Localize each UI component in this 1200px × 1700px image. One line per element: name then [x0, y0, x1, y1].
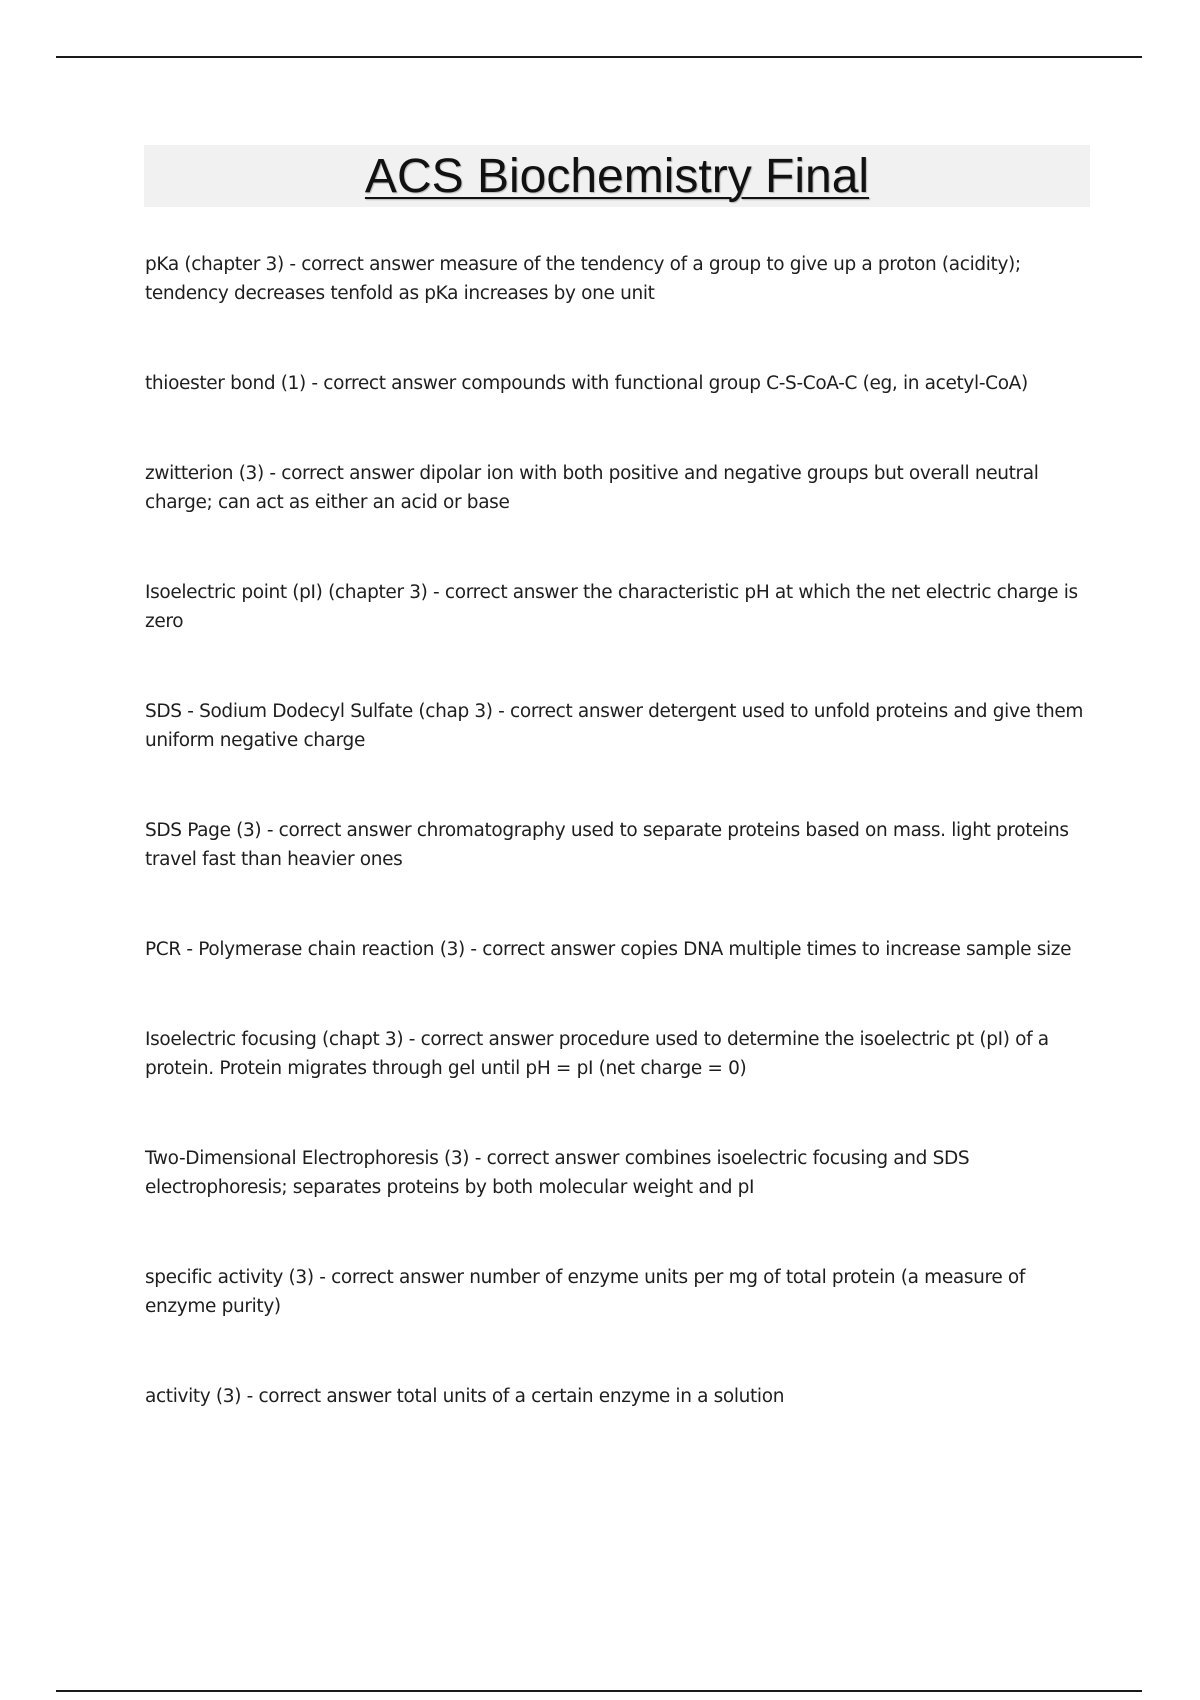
entry-separator: - correct answer — [241, 1386, 397, 1407]
flashcard-entry — [145, 369, 1095, 398]
entry-term: thioester bond (1) — [145, 373, 306, 394]
entry-separator: - correct answer — [305, 373, 462, 394]
entry-term: activity (3) — [145, 1386, 242, 1407]
entry-term: SDS Page (3) — [145, 820, 262, 841]
entry-definition: chromatography used to separate proteins based on mass. light proteins travel fast than heavier ones — [145, 820, 1069, 870]
entry-separator: - correct answer — [283, 254, 440, 275]
entry-definition: the characteristic pH at which the net electric charge is zero — [145, 582, 1078, 632]
entry-separator: - correct answer — [313, 1267, 470, 1288]
flashcard-list — [145, 250, 1095, 1411]
entry-definition: procedure used to determine the isoelectric pt (pI) of a protein. Protein migrates through gel until pH = pI (net charge = 0) — [145, 1029, 1049, 1079]
entry-separator: - correct answer — [427, 582, 584, 603]
flashcard-entry — [145, 1263, 1095, 1321]
flashcard-entry — [145, 697, 1095, 755]
flashcard-entry — [145, 816, 1095, 874]
entry-separator: - correct answer — [263, 463, 420, 484]
entry-term: SDS - Sodium Dodecyl Sulfate (chap 3) — [145, 701, 493, 722]
entry-definition: total units of a certain enzyme in a solution — [396, 1386, 785, 1407]
flashcard-entry — [145, 1382, 1095, 1411]
flashcard-entry — [145, 935, 1095, 964]
entry-term: zwitterion (3) — [145, 463, 264, 484]
flashcard-entry — [145, 578, 1095, 636]
title-banner — [144, 145, 1090, 207]
page-title: ACS Biochemistry Final — [364, 149, 870, 203]
entry-definition: compounds with functional group C-S-CoA-C (eg, in acetyl-CoA) — [461, 373, 1028, 394]
entry-definition: number of enzyme units per mg of total protein (a measure of enzyme purity) — [145, 1267, 1026, 1317]
entry-definition: detergent used to unfold proteins and give them uniform negative charge — [145, 701, 1084, 751]
bottom-rule — [56, 1690, 1142, 1692]
entry-term: specific activity (3) — [145, 1267, 314, 1288]
flashcard-entry — [145, 1144, 1095, 1202]
entry-definition: copies DNA multiple times to increase sample size — [620, 939, 1072, 960]
entry-term: PCR - Polymerase chain reaction (3) — [145, 939, 465, 960]
top-rule — [56, 56, 1142, 58]
entry-term: Two-Dimensional Electrophoresis (3) — [145, 1148, 470, 1169]
entry-definition: measure of the tendency of a group to give up a proton (acidity); tendency decreases tenfold as pKa increases by one unit — [145, 254, 1021, 304]
entry-separator: - correct answer — [464, 939, 621, 960]
flashcard-entry — [145, 459, 1095, 517]
flashcard-entry — [145, 1025, 1095, 1083]
entry-separator: - correct answer — [403, 1029, 559, 1050]
entry-term: pKa (chapter 3) — [145, 254, 284, 275]
entry-term: Isoelectric focusing (chapt 3) — [145, 1029, 404, 1050]
entry-term: Isoelectric point (pI) (chapter 3) — [145, 582, 428, 603]
entry-separator: - correct answer — [469, 1148, 625, 1169]
flashcard-entry — [145, 250, 1095, 308]
entry-definition: combines isoelectric focusing and SDS electrophoresis; separates proteins by both molecular weight and pI — [145, 1148, 970, 1198]
entry-definition: dipolar ion with both positive and negative groups but overall neutral charge; can act as either an acid or base — [145, 463, 1039, 513]
entry-separator: - correct answer — [261, 820, 417, 841]
entry-separator: - correct answer — [492, 701, 649, 722]
